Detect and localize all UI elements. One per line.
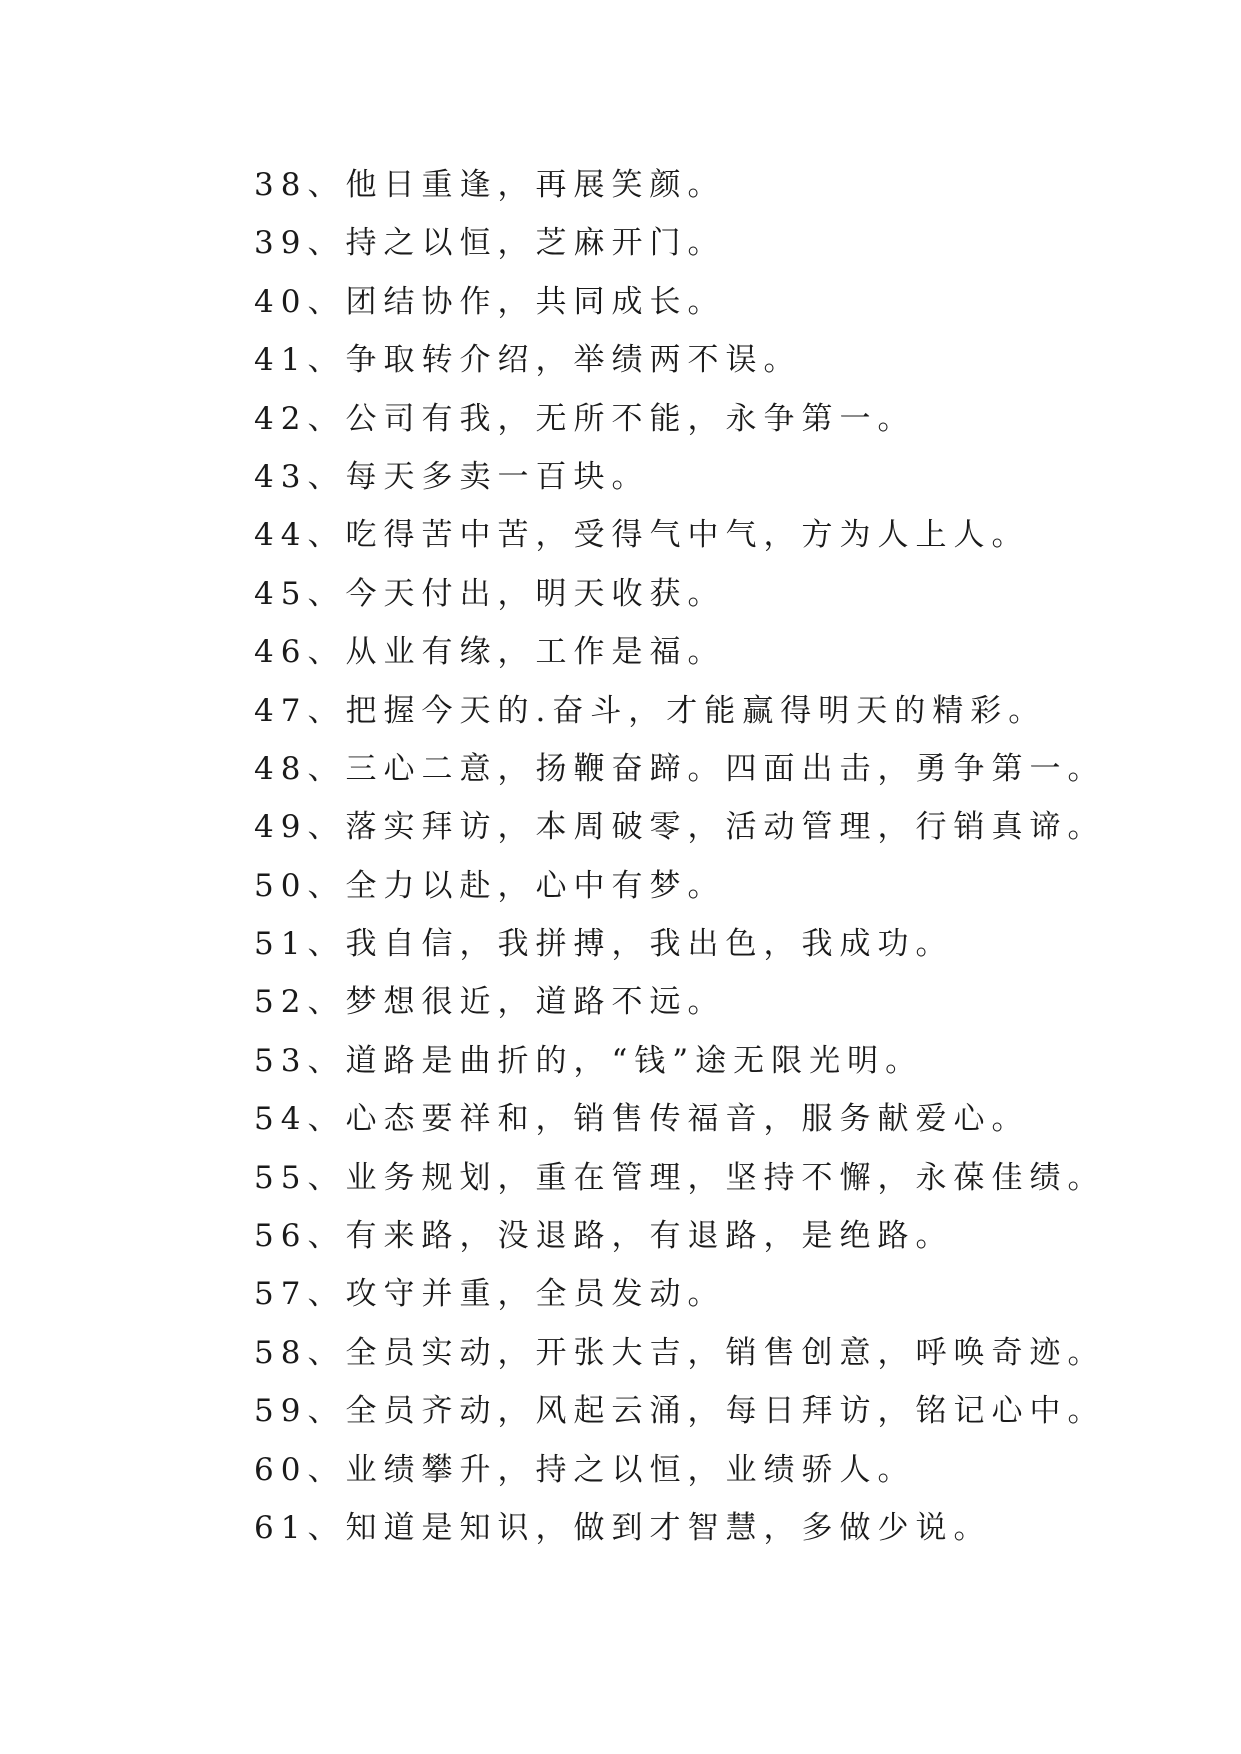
slogan-57: 57、攻守并重，全员发动。 — [254, 1276, 726, 1313]
slogan-40: 40、团结协作，共同成长。 — [254, 283, 726, 320]
slogan-51: 51、我自信，我拼搏，我出色，我成功。 — [254, 926, 954, 963]
slogan-55: 55、业务规划，重在管理，坚持不懈，永葆佳绩。 — [254, 1159, 1106, 1196]
slogan-38: 38、他日重逢，再展笑颜。 — [254, 167, 726, 203]
slogan-47: 47、把握今天的.奋斗，才能赢得明天的精彩。 — [254, 692, 1047, 729]
slogan-50: 50、全力以赴，心中有梦。 — [254, 867, 726, 904]
slogan-56: 56、有来路，没退路，有退路，是绝路。 — [254, 1218, 954, 1255]
slogan-53: 53、道路是曲折的，“钱”途无限光明。 — [254, 1042, 924, 1079]
slogan-60: 60、业绩攀升，持之以恒，业绩骄人。 — [254, 1451, 916, 1488]
slogan-39: 39、持之以恒，芝麻开门。 — [254, 225, 726, 262]
slogan-54: 54、心态要祥和，销售传福音，服务献爱心。 — [254, 1101, 1030, 1138]
slogan-49: 49、落实拜访，本周破零，活动管理，行销真谛。 — [254, 809, 1106, 846]
slogan-43: 43、每天多卖一百块。 — [254, 458, 650, 495]
slogan-61: 61、知道是知识，做到才智慧，多做少说。 — [254, 1509, 992, 1546]
slogan-58: 58、全员实动，开张大吉，销售创意，呼唤奇迹。 — [254, 1334, 1106, 1371]
slogan-41: 41、争取转介绍，举绩两不误。 — [254, 342, 802, 379]
slogan-list — [254, 156, 1105, 1557]
slogan-48: 48、三心二意，扬鞭奋蹄。四面出击，勇争第一。 — [254, 750, 1106, 787]
slogan-45: 45、今天付出，明天收获。 — [254, 575, 726, 612]
slogan-52: 52、梦想很近，道路不远。 — [254, 984, 726, 1021]
slogan-44: 44、吃得苦中苦，受得气中气，方为人上人。 — [254, 517, 1030, 554]
slogan-59: 59、全员齐动，风起云涌，每日拜访，铭记心中。 — [254, 1393, 1106, 1430]
slogan-42: 42、公司有我，无所不能，永争第一。 — [254, 400, 916, 437]
slogan-46: 46、从业有缘，工作是福。 — [254, 634, 726, 671]
